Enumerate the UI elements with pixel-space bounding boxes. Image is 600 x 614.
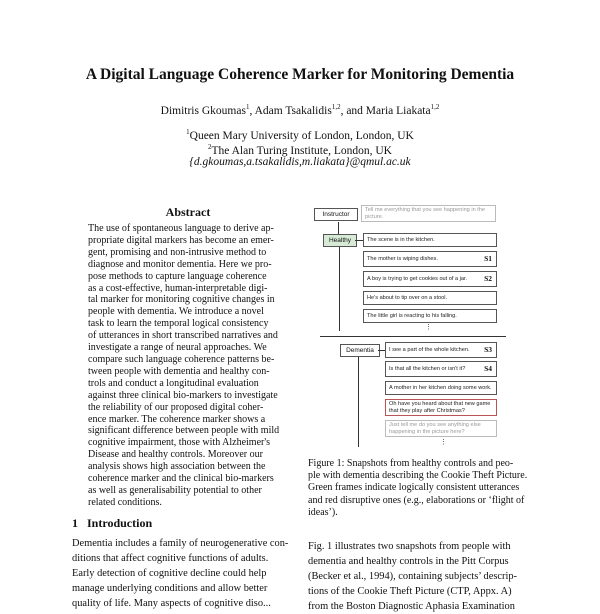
- instructor-prompt: Tell me everything that you see happening in the picture.: [361, 205, 496, 222]
- affiliation-text: The Alan Turing Institute, London, UK: [211, 144, 392, 157]
- abstract-line: significant difference between people with mild: [88, 425, 280, 437]
- author-emails: {d.gkoumas,a.tsakalidis,m.liakata}@qmul.ac.uk: [189, 156, 411, 168]
- body-line: tions of the Cookie Theft Picture (CTP, Appx. A): [308, 586, 512, 597]
- abstract-line: related conditions.: [88, 496, 162, 508]
- speaker-tag: S4: [484, 364, 492, 373]
- dementia-utterance: [385, 342, 497, 358]
- author-sup: 1,2: [430, 103, 440, 111]
- utterance-text: I see a part of the whole kitchen.: [389, 347, 470, 353]
- abstract-body: [88, 223, 291, 509]
- speaker-tag: S1: [484, 254, 492, 263]
- utterance-text: Just tell me do you see anything else happening in the picture here?: [389, 422, 481, 435]
- author-sup: 1: [245, 103, 250, 111]
- intro-line: Early detection of cognitive decline could help: [72, 568, 267, 579]
- dementia-utterance: [385, 420, 497, 437]
- abstract-line: investigate a range of neural approaches. We: [88, 342, 267, 354]
- healthy-utterance: [363, 291, 497, 305]
- healthy-utterance: [363, 309, 497, 323]
- abstract-line: gent, promising and non-intrusive method to: [88, 246, 267, 258]
- abstract-line: people with dementia. We introduce a novel: [88, 306, 264, 318]
- intro-line: quality of life. Many aspects of cognitive diso...: [72, 598, 271, 609]
- utterance-text: A mother in her kitchen doing some work.: [389, 385, 492, 391]
- utterance-text: Oh have you heard about that new game that they play after Christmas?: [389, 401, 491, 414]
- author-name: and Maria Liakata: [346, 104, 431, 117]
- healthy-utterance: [363, 251, 497, 267]
- intro-line: ditions that affect cognitive functions of adults.: [72, 553, 269, 564]
- ellipsis: ⋮: [425, 324, 432, 331]
- abstract-line: The use of spontaneous language to derive ap-: [88, 223, 274, 234]
- abstract-line: as well as generalisability potential to other: [88, 484, 262, 496]
- utterance-text: The scene is in the kitchen.: [367, 237, 435, 243]
- healthy-utterance: [363, 233, 497, 247]
- abstract-line: the reliability of our proposed digital coher-: [88, 401, 264, 413]
- dementia-utterance: [385, 361, 497, 377]
- healthy-label: Healthy: [323, 234, 357, 247]
- right-column-body: [308, 539, 530, 614]
- abstract-line: analysis shows high association between the: [88, 461, 266, 473]
- timeline-line: [358, 357, 359, 447]
- utterance-text: The mother is wiping dishes.: [367, 256, 438, 262]
- body-line: dementia and healthy controls in the Pitt Corpus: [308, 556, 509, 567]
- author-name: Adam Tsakalidis: [254, 104, 332, 117]
- intro-line: manage underlying conditions and allow better: [72, 583, 268, 594]
- abstract-line: cognitive impairment, those with Alzheimer's: [88, 437, 271, 449]
- caption-line: Figure 1: Snapshots from healthy controls and peo-: [308, 458, 514, 469]
- abstract-line: propriate digital markers has become an emer-: [88, 234, 274, 246]
- dementia-label: Dementia: [340, 344, 380, 357]
- abstract-line: of utterances in short transcribed narratives and: [88, 330, 278, 342]
- abstract-line: Disease and healthy controls. Moreover our: [88, 449, 263, 461]
- author-list: Dimitris Gkoumas$^1$, Adam Tsakalidis$^{1,2}$, and Maria Liakata$^{1,2}$: [160, 103, 440, 117]
- speaker-tag: S2: [484, 274, 492, 283]
- utterance-text: He's about to tip over on a stool.: [367, 295, 448, 301]
- divider-line: [320, 336, 506, 337]
- utterance-text: Is that all the kitchen or isn't it?: [389, 366, 466, 372]
- figure-caption: [308, 458, 530, 519]
- abstract-line: diagnose and monitor dementia. Here we pro-: [88, 258, 272, 270]
- section-title: Introduction: [87, 516, 153, 530]
- abstract-line: as a cost-effective, human-interpretable digi-: [88, 282, 268, 294]
- abstract-line: tal marker for monitoring cognitive changes in: [88, 294, 275, 306]
- author-sup: 1,2: [331, 103, 341, 111]
- affiliation-sup: 1: [186, 128, 190, 136]
- dementia-utterance: [385, 399, 497, 416]
- dementia-utterance: [385, 381, 497, 395]
- affiliation-sup: 2: [208, 143, 212, 151]
- timeline-line: [339, 247, 340, 331]
- body-line: (Becker et al., 1994), containing subjects’ descrip-: [308, 571, 517, 582]
- section-heading-introduction: [72, 516, 152, 531]
- caption-line: ple with dementia describing the Cookie Theft Picture.: [308, 470, 528, 482]
- abstract-line: pose methods to capture language coherence: [88, 270, 267, 282]
- affiliation-text: Queen Mary University of London, London, UK: [189, 129, 414, 142]
- body-line: Fig. 1 illustrates two snapshots from people with: [308, 541, 511, 552]
- speaker-tag: S3: [484, 345, 492, 354]
- caption-line: and red disruptive ones (e.g., elaborations or ‘flight of: [308, 494, 525, 506]
- abstract-line: trols and conduct a longitudinal evaluation: [88, 377, 259, 389]
- abstract-line: against three clinical bio-markers to investigate: [88, 389, 278, 401]
- ellipsis: ⋮: [440, 439, 447, 446]
- utterance-text: The little girl is reacting to his falling.: [367, 313, 457, 319]
- abstract-line: compare such language coherence patterns be-: [88, 353, 275, 365]
- section-number: 1: [72, 516, 78, 530]
- instructor-label: Instructor: [314, 208, 358, 221]
- healthy-utterance: [363, 271, 497, 287]
- abstract-line: task to learn the temporal logical consistency: [88, 318, 269, 330]
- intro-line: Dementia includes a family of neurogenerative con-: [72, 538, 289, 549]
- author-name: Dimitris Gkoumas: [160, 104, 246, 117]
- caption-line: ideas’).: [308, 506, 338, 518]
- abstract-heading: Abstract: [165, 205, 211, 219]
- abstract-line: ence marker. The coherence marker shows a: [88, 413, 266, 425]
- utterance-text: A boy is trying to get cookies out of a jar.: [367, 276, 468, 282]
- caption-line: Green frames indicate logically consistent utterances: [308, 482, 520, 494]
- abstract-line: coherence marker and the clinical bio-markers: [88, 473, 274, 485]
- body-line: from the Boston Diagnostic Aphasia Examination: [308, 601, 515, 612]
- abstract-line: tween people with dementia and healthy con-: [88, 365, 270, 377]
- paper-title: A Digital Language Coherence Marker for Monitoring Dementia: [85, 66, 515, 83]
